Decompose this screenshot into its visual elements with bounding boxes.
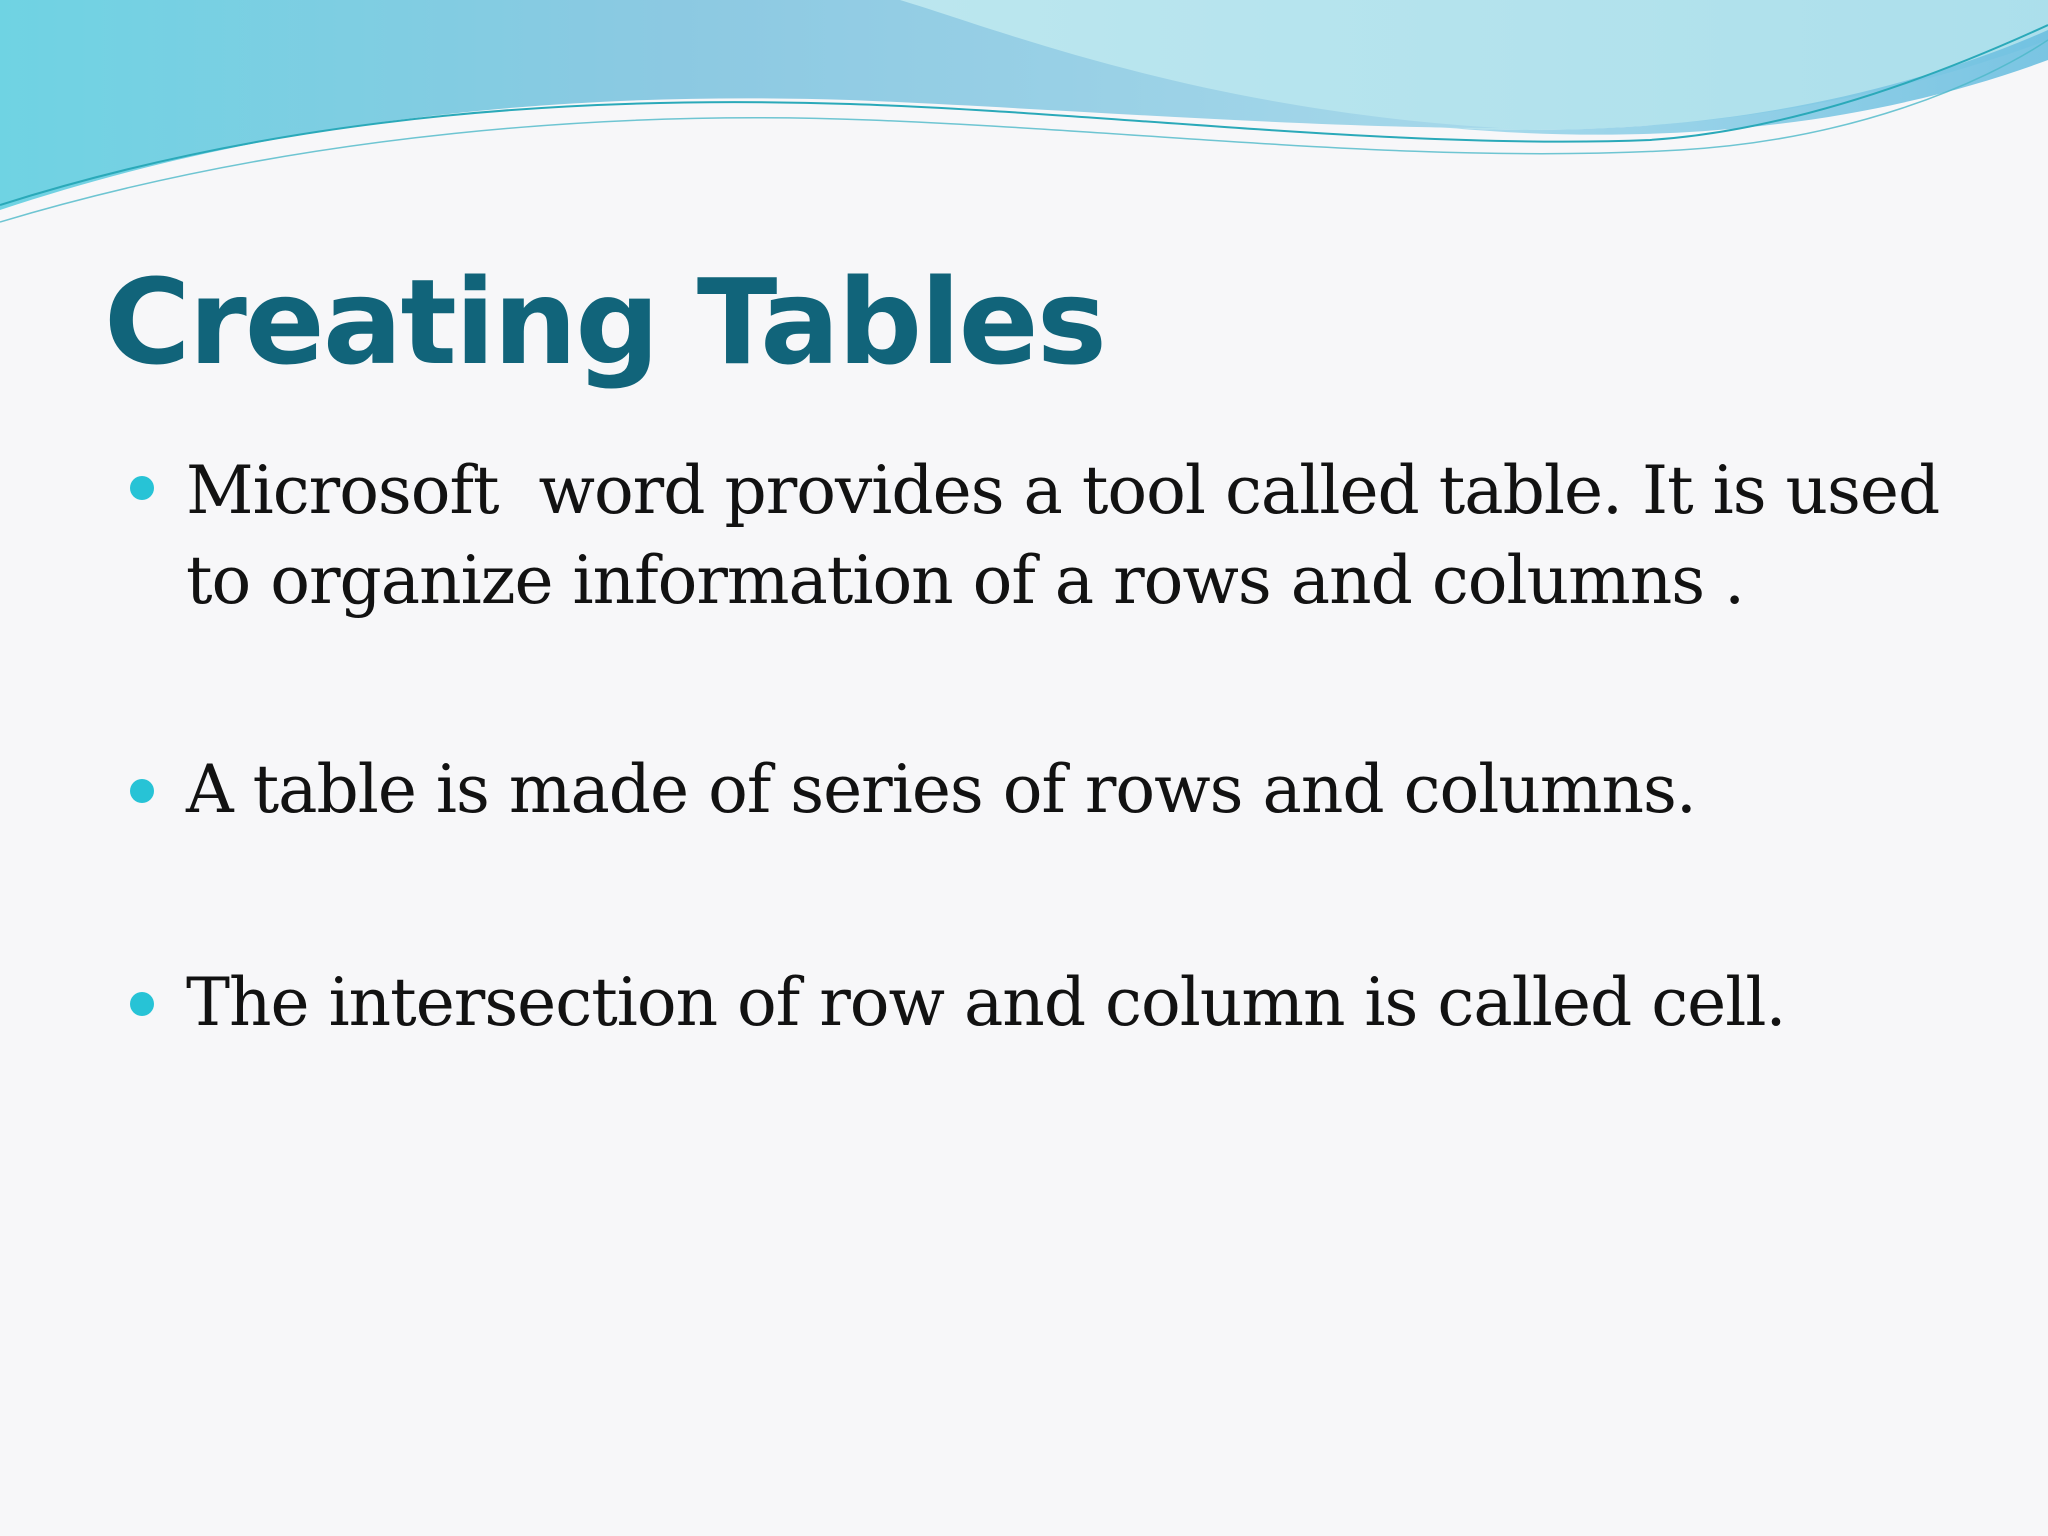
- bullet-dot-icon: [130, 992, 154, 1016]
- bullet-text: A table is made of series of rows and columns.: [186, 751, 1696, 828]
- bullet-dot-icon: [130, 476, 154, 500]
- bullet-dot-icon: [130, 779, 154, 803]
- bullet-text: Microsoft word provides a tool called table. It is used to organize information of a rows and columns .: [186, 452, 1960, 619]
- slide-title: Creating Tables: [104, 253, 1105, 391]
- bullet-text: The intersection of row and column is called cell.: [186, 964, 1786, 1041]
